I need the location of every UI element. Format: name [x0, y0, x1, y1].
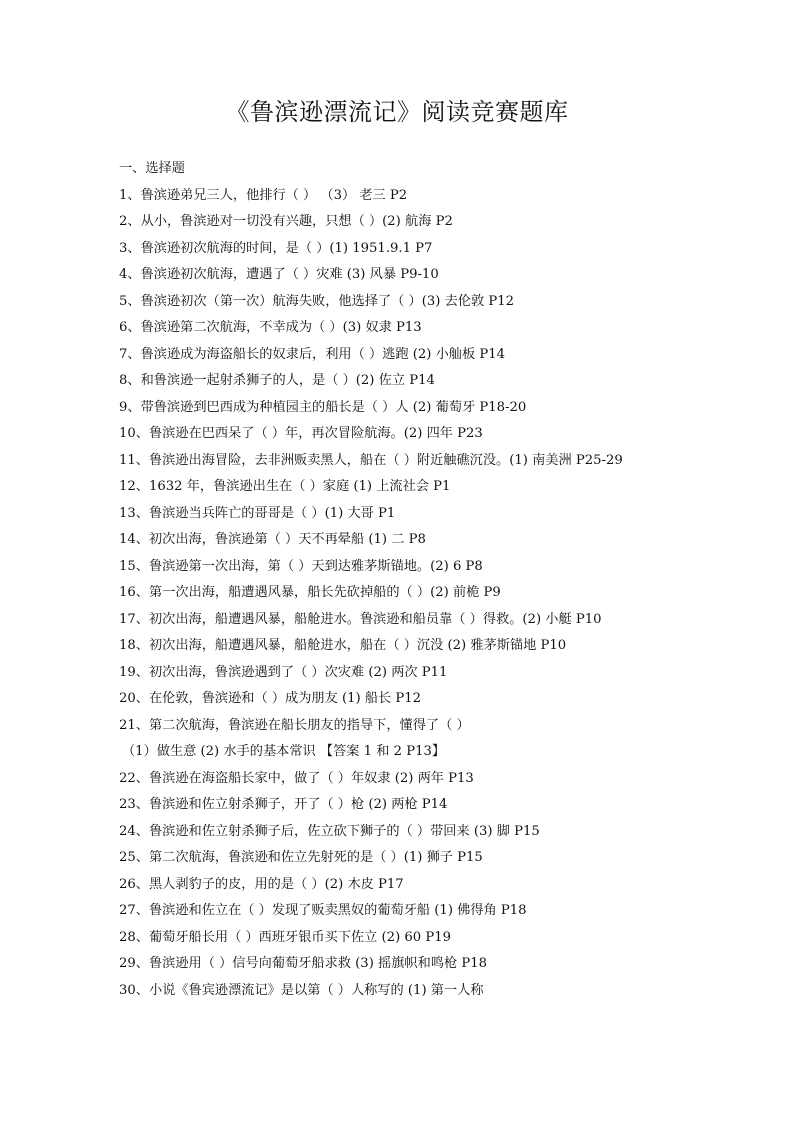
question-line: 13、鲁滨逊当兵阵亡的哥哥是（ ）(1) 大哥 P1 — [119, 505, 396, 521]
question-line: 20、在伦敦，鲁滨逊和（ ）成为朋友 (1) 船长 P12 — [119, 691, 422, 706]
question-line: 30、小说《鲁宾逊漂流记》是以第（ ）人称写的 (1) 第一人称 — [119, 982, 484, 998]
section-heading: 一、选择题 — [119, 161, 185, 176]
question-line: 21、第二次航海，鲁滨逊在船长朋友的指导下，懂得了（ ） — [119, 717, 470, 733]
question-list — [119, 156, 759, 1004]
question-line: 27、鲁滨逊和佐立在（ ）发现了贩卖黑奴的葡萄牙船 (1) 佛得角 P18 — [119, 903, 527, 918]
question-line: 1、鲁滨逊弟兄三人，他排行（ ） （3） 老三 P2 — [119, 187, 408, 203]
question-line: 22、鲁滨逊在海盗船长家中，做了（ ）年奴隶 (2) 两年 P13 — [119, 770, 474, 786]
question-line: 24、鲁滨逊和佐立射杀狮子后，佐立砍下狮子的（ ）带回来 (3) 脚 P15 — [119, 823, 540, 839]
question-line: 14、初次出海，鲁滨逊第（ ）天不再晕船 (1) 二 P8 — [119, 532, 426, 547]
question-line: 3、鲁滨逊初次航海的时间，是（ ）(1) 1951.9.1 P7 — [119, 240, 433, 256]
question-line: 10、鲁滨逊在巴西呆了（ ）年，再次冒险航海。(2) 四年 P23 — [119, 426, 483, 441]
question-line: 8、和鲁滨逊一起射杀狮子的人，是（ ）(2) 佐立 P14 — [119, 373, 435, 388]
question-line: 11、鲁滨逊出海冒险，去非洲贩卖黑人，船在（ ）附近触礁沉没。(1) 南美洲 P25-29 — [119, 452, 623, 468]
question-line: 23、鲁滨逊和佐立射杀狮子，开了（ ）枪 (2) 两枪 P14 — [119, 797, 448, 812]
question-line: 26、黑人剥豹子的皮，用的是（ ）(2) 木皮 P17 — [119, 876, 404, 892]
question-line: 4、鲁滨逊初次航海，遭遇了（ ）灾难 (3) 风暴 P9-10 — [119, 267, 439, 282]
page-title: 《鲁滨逊漂流记》阅读竞赛题库 — [225, 98, 569, 126]
question-line: 5、鲁滨逊初次（第一次）航海失败，他选择了（ ）(3) 去伦敦 P12 — [119, 293, 514, 309]
question-line: 6、鲁滨逊第二次航海，不幸成为（ ）(3) 奴隶 P13 — [119, 320, 422, 335]
question-line: 18、初次出海，船遭遇风暴，船舱进水，船在（ ）沉没 (2) 雅茅斯锚地 P10 — [119, 638, 567, 653]
question-line: 19、初次出海，鲁滨逊遇到了（ ）次灾难 (2) 两次 P11 — [119, 664, 448, 680]
question-line: 17、初次出海，船遭遇风暴，船舱进水。鲁滨逊和船员靠（ ）得救。(2) 小艇 P10 — [119, 611, 602, 627]
question-line: 2、从小，鲁滨逊对一切没有兴趣，只想（ ）(2) 航海 P2 — [119, 214, 453, 229]
question-line: 15、鲁滨逊第一次出海，第（ ）天到达雅茅斯锚地。(2) 6 P8 — [119, 558, 483, 574]
question-line: 28、葡萄牙船长用（ ）西班牙银币买下佐立 (2) 60 P19 — [119, 929, 452, 945]
question-line: 29、鲁滨逊用（ ）信号向葡萄牙船求救 (3) 摇旗帜和鸣枪 P18 — [119, 956, 488, 971]
question-line: 7、鲁滨逊成为海盗船长的奴隶后，利用（ ）逃跑 (2) 小舢板 P14 — [119, 346, 505, 362]
question-line: 9、带鲁滨逊到巴西成为种植园主的船长是（ ）人 (2) 葡萄牙 P18-20 — [119, 399, 527, 415]
question-line: 25、第二次航海，鲁滨逊和佐立先射死的是（ ）(1) 狮子 P15 — [119, 850, 483, 865]
question-line: 12、1632 年，鲁滨逊出生在（ ）家庭 (1) 上流社会 P1 — [119, 479, 451, 494]
question-line: 16、第一次出海，船遭遇风暴，船长先砍掉船的（ ）(2) 前桅 P9 — [119, 585, 501, 600]
answer-options-line: （1）做生意 (2) 水手的基本常识 【答案 1 和 2 P13】 — [122, 744, 446, 759]
